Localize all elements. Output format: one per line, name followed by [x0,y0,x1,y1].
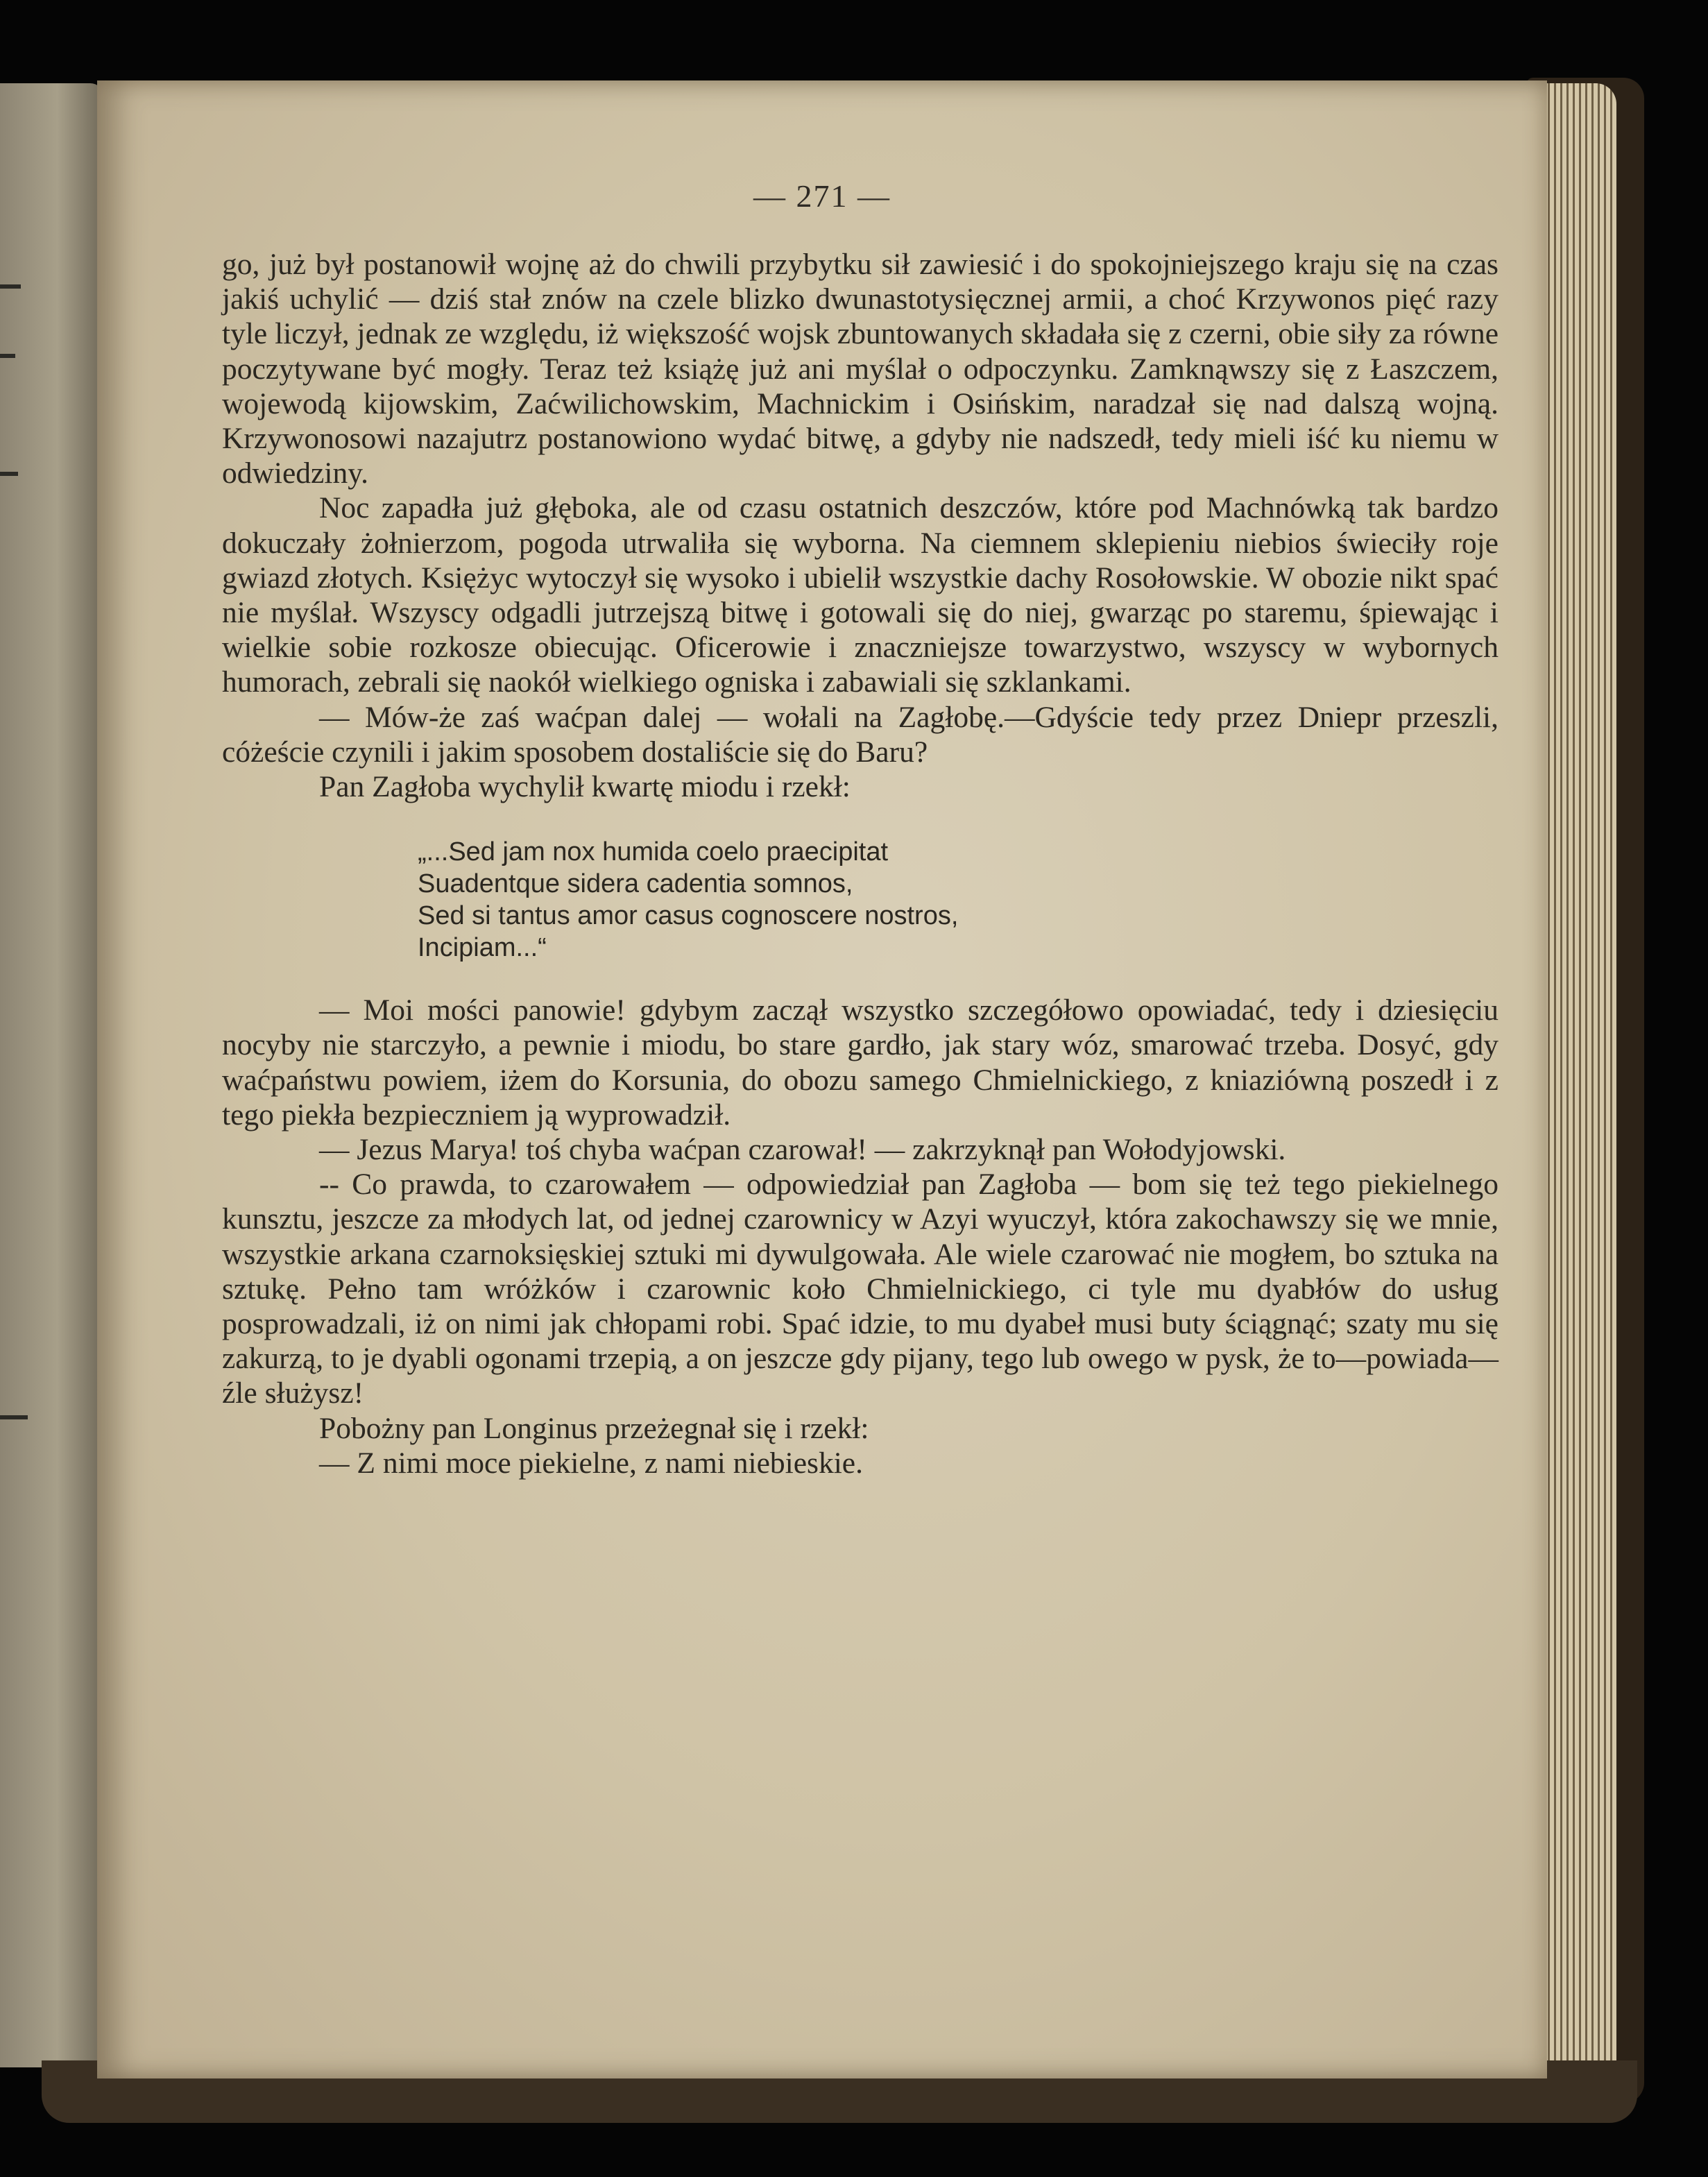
ink-mark [0,1415,28,1419]
paragraph: — Z nimi moce piekielne, z nami niebieskie. [319,1446,863,1480]
paragraph: — Jezus Marya! toś chyba waćpan czarował! — zakrzyknął pan Wołodyjowski. [319,1133,1286,1167]
paragraph: go, już był postanowił wojnę aż do chwili przybytku sił zawiesić i do spokojniejszego kraju się na czas jakiś uchylić — dziś stał znów na czele blizko dwunastotysięcznej armii, a choć Krzywonos pięć razy tyle liczył, jednak ze względu, iż większość wojsk zbuntowanych składała się z czerni, obie siły za równe poczytywane być mogły. Teraz też książę już ani myślał o odpoczynku. Zamknąwszy się z Łaszczem, wojewodą kijowskim, Zaćwilichowskim, Machnickim i Osińskim, naradzał się nad dalszą wojną. Krzywonosowi nazajutrz postanowiono wydać bitwę, a gdyby nie nadszedł, tedy mieli iść ku niemu w odwiedziny. [222,248,1498,490]
poem-line: Incipiam...“ [418,933,547,963]
book-page [97,80,1547,2078]
page-text [222,247,1498,1480]
paragraph: — Mów-że zaś waćpan dalej — wołali na Zagłobę.—Gdyście tedy przez Dniepr przeszli, cóżeście czynili i jakim sposobem dostaliście się do Baru? [222,700,1498,769]
paragraph: Pan Zagłoba wychylił kwartę miodu i rzekł: [319,770,851,804]
page-number: — 271 — [753,178,891,214]
latin-quotation [418,836,1498,964]
ink-mark [0,472,18,476]
paragraph: Pobożny pan Longinus przeżegnał się i rzekł: [319,1411,869,1445]
poem-line: Suadentque sidera cadentia somnos, [418,869,853,899]
poem-line: „...Sed jam nox humida coelo praecipitat [418,837,889,867]
paragraph: Noc zapadła już głęboka, ale od czasu ostatnich deszczów, które pod Machnówką tak bardzo dokuczały żołnierzom, pogoda utrwaliła się wyborna. Na ciemnem sklepieniu niebios świeciły roje gwiazd złotych. Księżyc wytoczył się wysoko i ubielił wszystkie dachy Rosołowskie. W obozie nikt spać nie myślał. Wszyscy odgadli jutrzejszą bitwę i gotowali się do niej, gwarząc po staremu, śpiewając i wielkie sobie rozkosze obiecując. Oficerowie i znaczniejsze towarzystwo, wszyscy w wybornych humorach, zebrali się naokół wielkiego ogniska i zabawiali się szklankami. [222,491,1498,699]
poem-line: Sed si tantus amor casus cognoscere nostros, [418,901,959,931]
paragraph: — Moi mości panowie! gdybym zaczął wszystko szczegółowo opowiadać, tedy i dziesięciu nocyby nie starczyło, a pewnie i miodu, bo stare gardło, jak stary wóz, smarować trzeba. Dosyć, gdy waćpaństwu powiem, iżem do Korsunia, do obozu samego Chmielnickiego, z kniaziówną poszedł i z tego piekła bezpieczniem ją wyprowadził. [222,993,1498,1132]
previous-page-edge [0,83,104,2067]
ink-mark [0,284,21,289]
ink-mark [0,354,15,358]
paragraph: -- Co prawda, to czarowałem — odpowiedział pan Zagłoba — bom się też tego piekielnego kunsztu, jeszcze za młodych lat, od jednej czarownicy w Azyi wyuczył, która zakochawszy się we mnie, wszystkie arkana czarnoksięskiej sztuki mi dywulgowała. Ale wiele czarować nie mogłem, bo sztuka na sztukę. Pełno tam wróżków i czarownic koło Chmielnickiego, ci tyle mu dyabłów do usług posprowadzali, iż on nimi jak chłopami robi. Spać idzie, to mu dyabeł musi buty ściągnąć; szaty mu się zakurzą, to je dyabli ogonami trzepią, a on jeszcze gdy pijany, tego lub owego w pysk, że to—powiada—źle służysz! [222,1168,1498,1410]
